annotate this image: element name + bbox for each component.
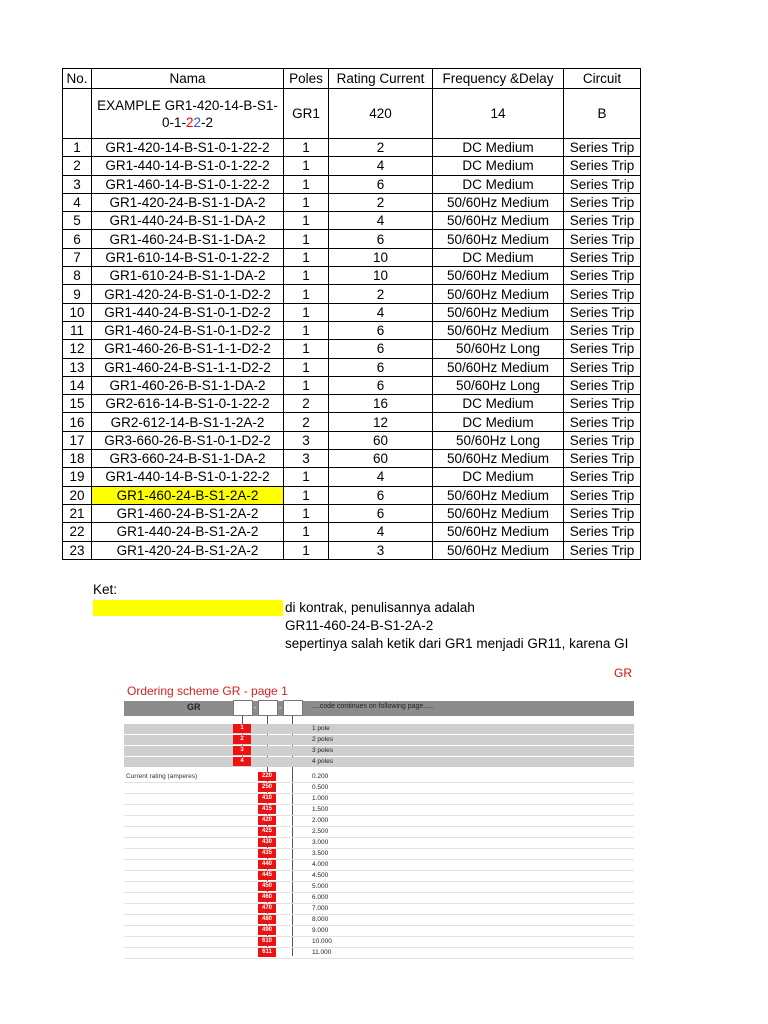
cell-rating: 4: [329, 212, 433, 230]
poles-row: [124, 746, 634, 756]
cell-no: 15: [63, 395, 92, 413]
cell-freq: 50/60Hz Medium: [433, 504, 564, 522]
example-rating-cell: 420: [329, 89, 433, 139]
example-no-cell: [63, 89, 92, 139]
cell-freq: DC Medium: [433, 175, 564, 193]
note-line-3: sepertinya salah ketik dari GR1 menjadi GR11, karena GI: [285, 636, 629, 651]
cell-no: 20: [63, 486, 92, 504]
table-row: [63, 413, 641, 431]
cell-freq: DC Medium: [433, 157, 564, 175]
current-code: 435: [258, 849, 276, 858]
cell-nama: GR1-460-14-B-S1-0-1-22-2: [92, 175, 284, 193]
cell-circuit: Series Trip: [564, 376, 641, 394]
current-desc: 1.500: [312, 806, 329, 813]
example-code-blue-digit: 2: [193, 114, 202, 130]
cell-nama: GR2-616-14-B-S1-0-1-22-2: [92, 395, 284, 413]
cell-circuit: Series Trip: [564, 285, 641, 303]
highlight-bar: [93, 600, 283, 616]
current-code: 430: [258, 838, 276, 847]
table-row: [63, 139, 641, 157]
cell-nama: GR1-420-14-B-S1-0-1-22-2: [92, 139, 284, 157]
current-code: 470: [258, 904, 276, 913]
cell-nama: GR1-460-24-B-S1-1-DA-2: [92, 230, 284, 248]
table-row: [63, 431, 641, 449]
ket-label: Ket:: [93, 582, 118, 597]
cell-no: 19: [63, 468, 92, 486]
cell-circuit: Series Trip: [564, 139, 641, 157]
cell-circuit: Series Trip: [564, 230, 641, 248]
cell-freq: 50/60Hz Long: [433, 340, 564, 358]
cell-circuit: Series Trip: [564, 157, 641, 175]
note-line-2: GR11-460-24-B-S1-2A-2: [285, 618, 434, 633]
current-code: 440: [258, 860, 276, 869]
cell-rating: 6: [329, 230, 433, 248]
cell-no: 9: [63, 285, 92, 303]
current-desc: 0.500: [312, 784, 329, 791]
table-row: [63, 523, 641, 541]
table-row: [63, 175, 641, 193]
scheme-continues-note: ....code continues on following page.....: [312, 703, 434, 710]
cell-poles: 1: [284, 212, 329, 230]
cell-circuit: Series Trip: [564, 340, 641, 358]
cell-no: 22: [63, 523, 92, 541]
example-freq-cell: 14: [433, 89, 564, 139]
header-rating-current: Rating Current: [329, 69, 433, 89]
table-row: [63, 376, 641, 394]
cell-poles: 1: [284, 523, 329, 541]
current-code: 220: [258, 772, 276, 781]
cell-poles: 1: [284, 541, 329, 559]
current-code: 410: [258, 794, 276, 803]
current-desc: 10.000: [312, 938, 332, 945]
table-row: [63, 267, 641, 285]
cell-no: 18: [63, 450, 92, 468]
current-code: 610: [258, 937, 276, 946]
cell-poles: 1: [284, 230, 329, 248]
current-row: [124, 794, 634, 805]
cell-circuit: Series Trip: [564, 413, 641, 431]
cell-rating: 60: [329, 450, 433, 468]
current-desc: 4.000: [312, 861, 329, 868]
cell-rating: 2: [329, 139, 433, 157]
cell-nama: GR1-420-24-B-S1-0-1-D2-2: [92, 285, 284, 303]
poles-code: 1: [233, 724, 251, 733]
cell-poles: 3: [284, 431, 329, 449]
current-row: [124, 849, 634, 860]
cell-circuit: Series Trip: [564, 175, 641, 193]
cell-poles: 1: [284, 468, 329, 486]
cell-poles: 1: [284, 504, 329, 522]
current-code: 611: [258, 948, 276, 957]
cell-circuit: Series Trip: [564, 303, 641, 321]
cropped-gr-fragment: GR: [614, 666, 632, 680]
example-code-line1: EXAMPLE GR1-420-14-B-S1-: [97, 97, 278, 113]
current-code: 415: [258, 805, 276, 814]
current-desc: 3.000: [312, 839, 329, 846]
table-row: [63, 541, 641, 559]
cell-poles: 1: [284, 139, 329, 157]
cell-rating: 6: [329, 321, 433, 339]
poles-desc: 2 poles: [312, 736, 333, 743]
current-row: [124, 893, 634, 904]
cell-circuit: Series Trip: [564, 504, 641, 522]
cell-freq: 50/60Hz Medium: [433, 358, 564, 376]
current-desc: 8.000: [312, 916, 329, 923]
table-row: [63, 321, 641, 339]
table-row: [63, 157, 641, 175]
cell-no: 8: [63, 267, 92, 285]
table-row: [63, 358, 641, 376]
table-row: [63, 486, 641, 504]
current-row: [124, 805, 634, 816]
example-nama-cell: [92, 89, 284, 139]
cell-poles: 1: [284, 321, 329, 339]
cell-nama: GR1-610-24-B-S1-1-DA-2: [92, 267, 284, 285]
cell-freq: 50/60Hz Medium: [433, 267, 564, 285]
cell-no: 5: [63, 212, 92, 230]
table-row: [63, 285, 641, 303]
cell-poles: 1: [284, 157, 329, 175]
cell-rating: 6: [329, 504, 433, 522]
cell-nama: GR1-460-26-B-S1-1-DA-2: [92, 376, 284, 394]
cell-circuit: Series Trip: [564, 212, 641, 230]
cell-no: 12: [63, 340, 92, 358]
poles-desc: 1 pole: [312, 725, 330, 732]
current-row: [124, 882, 634, 893]
cell-no: 14: [63, 376, 92, 394]
cell-freq: DC Medium: [433, 395, 564, 413]
current-desc: 9.000: [312, 927, 329, 934]
cell-rating: 4: [329, 157, 433, 175]
example-code-red-digit: 2: [185, 114, 194, 130]
cell-freq: 50/60Hz Medium: [433, 541, 564, 559]
cell-rating: 2: [329, 193, 433, 211]
cell-rating: 6: [329, 175, 433, 193]
poles-code: 3: [233, 746, 251, 755]
cell-freq: 50/60Hz Medium: [433, 230, 564, 248]
cell-poles: 1: [284, 267, 329, 285]
current-desc: 0.200: [312, 773, 329, 780]
cell-freq: DC Medium: [433, 248, 564, 266]
header-frequency-delay: Frequency &Delay: [433, 69, 564, 89]
header-circuit: Circuit: [564, 69, 641, 89]
table-row: [63, 468, 641, 486]
cell-freq: 50/60Hz Medium: [433, 486, 564, 504]
cell-rating: 6: [329, 376, 433, 394]
current-desc: 1.000: [312, 795, 329, 802]
cell-circuit: Series Trip: [564, 431, 641, 449]
cell-rating: 10: [329, 267, 433, 285]
cell-poles: 1: [284, 175, 329, 193]
poles-row: [124, 724, 634, 734]
header-poles: Poles: [284, 69, 329, 89]
cell-nama: GR1-460-26-B-S1-1-1-D2-2: [92, 340, 284, 358]
cell-poles: 1: [284, 340, 329, 358]
current-desc: 2.000: [312, 817, 329, 824]
cell-freq: 50/60Hz Medium: [433, 321, 564, 339]
cell-poles: 1: [284, 248, 329, 266]
current-desc: 6.000: [312, 894, 329, 901]
cell-nama: GR1-440-14-B-S1-0-1-22-2: [92, 157, 284, 175]
current-code: 420: [258, 816, 276, 825]
current-code: 445: [258, 871, 276, 880]
table-header-row: [63, 69, 641, 89]
cell-freq: DC Medium: [433, 413, 564, 431]
poles-code: 4: [233, 757, 251, 766]
poles-desc: 4 poles: [312, 758, 333, 765]
scheme-code-box-3: [283, 700, 303, 716]
current-rating-label: Current rating (amperes): [126, 773, 198, 780]
scheme-dash-1: -: [254, 703, 257, 712]
cell-rating: 60: [329, 431, 433, 449]
table-row: [63, 504, 641, 522]
cell-nama: GR1-460-24-B-S1-0-1-D2-2: [92, 321, 284, 339]
cell-circuit: Series Trip: [564, 248, 641, 266]
cell-freq: 50/60Hz Medium: [433, 303, 564, 321]
cell-circuit: Series Trip: [564, 468, 641, 486]
example-row: [63, 89, 641, 139]
cell-circuit: Series Trip: [564, 193, 641, 211]
cell-rating: 4: [329, 468, 433, 486]
example-code-line2-post: -2: [201, 114, 214, 130]
cell-rating: 4: [329, 523, 433, 541]
cell-nama: GR3-660-26-B-S1-0-1-D2-2: [92, 431, 284, 449]
header-nama: Nama: [92, 69, 284, 89]
cell-circuit: Series Trip: [564, 486, 641, 504]
cell-freq: 50/60Hz Medium: [433, 285, 564, 303]
cell-circuit: Series Trip: [564, 358, 641, 376]
cell-circuit: Series Trip: [564, 321, 641, 339]
cell-rating: 16: [329, 395, 433, 413]
table-row: [63, 230, 641, 248]
current-row: [124, 860, 634, 871]
table-row: [63, 212, 641, 230]
cell-no: 1: [63, 139, 92, 157]
current-desc: 11.000: [312, 949, 332, 956]
circuit-breaker-table: [62, 68, 641, 560]
current-desc: 7.000: [312, 905, 329, 912]
cell-no: 2: [63, 157, 92, 175]
current-code: 450: [258, 882, 276, 891]
cell-freq: 50/60Hz Long: [433, 376, 564, 394]
scheme-code-box-1: [233, 700, 253, 716]
current-row: [124, 816, 634, 827]
cell-nama: GR1-440-24-B-S1-1-DA-2: [92, 212, 284, 230]
cell-no: 23: [63, 541, 92, 559]
current-desc: 2.500: [312, 828, 329, 835]
cell-rating: 6: [329, 486, 433, 504]
scheme-dash-2: -: [279, 703, 282, 712]
cell-poles: 1: [284, 376, 329, 394]
cell-no: 6: [63, 230, 92, 248]
cell-nama: GR1-420-24-B-S1-1-DA-2: [92, 193, 284, 211]
scheme-code-box-2: [258, 700, 278, 716]
cell-nama: GR1-440-24-B-S1-2A-2: [92, 523, 284, 541]
cell-freq: 50/60Hz Long: [433, 431, 564, 449]
cell-rating: 6: [329, 340, 433, 358]
example-circuit-cell: B: [564, 89, 641, 139]
poles-desc: 3 poles: [312, 747, 333, 754]
current-code: 460: [258, 893, 276, 902]
table-row: [63, 303, 641, 321]
current-row: [124, 827, 634, 838]
cell-poles: 3: [284, 450, 329, 468]
cell-poles: 1: [284, 358, 329, 376]
cell-nama: GR1-460-24-B-S1-2A-2: [92, 486, 284, 504]
cell-poles: 2: [284, 413, 329, 431]
current-code: 480: [258, 915, 276, 924]
current-row: [124, 904, 634, 915]
cell-nama: GR1-460-24-B-S1-2A-2: [92, 504, 284, 522]
cell-nama: GR1-420-24-B-S1-2A-2: [92, 541, 284, 559]
current-row: [124, 783, 634, 794]
cell-rating: 2: [329, 285, 433, 303]
current-row: [124, 937, 634, 948]
cell-rating: 10: [329, 248, 433, 266]
cell-no: 11: [63, 321, 92, 339]
cell-circuit: Series Trip: [564, 541, 641, 559]
cell-freq: 50/60Hz Medium: [433, 193, 564, 211]
current-code: 425: [258, 827, 276, 836]
cell-poles: 1: [284, 486, 329, 504]
cell-circuit: Series Trip: [564, 395, 641, 413]
cell-nama: GR1-610-14-B-S1-0-1-22-2: [92, 248, 284, 266]
cell-circuit: Series Trip: [564, 267, 641, 285]
note-line-1: di kontrak, penulisannya adalah: [285, 600, 475, 615]
cell-nama: GR2-612-14-B-S1-1-2A-2: [92, 413, 284, 431]
cell-no: 13: [63, 358, 92, 376]
current-desc: 5.000: [312, 883, 329, 890]
cell-nama: GR1-440-24-B-S1-0-1-D2-2: [92, 303, 284, 321]
cell-no: 3: [63, 175, 92, 193]
cell-rating: 6: [329, 358, 433, 376]
cell-poles: 1: [284, 193, 329, 211]
poles-row: [124, 735, 634, 745]
cell-no: 17: [63, 431, 92, 449]
table-row: [63, 450, 641, 468]
table-row: [63, 193, 641, 211]
current-code: 250: [258, 783, 276, 792]
cell-no: 4: [63, 193, 92, 211]
poles-code: 2: [233, 735, 251, 744]
cell-circuit: Series Trip: [564, 450, 641, 468]
cell-freq: DC Medium: [433, 468, 564, 486]
poles-row: [124, 757, 634, 767]
cell-freq: DC Medium: [433, 139, 564, 157]
example-poles-cell: GR1: [284, 89, 329, 139]
current-row: [124, 871, 634, 882]
cell-no: 10: [63, 303, 92, 321]
example-code-line2-pre: 0-1-: [161, 114, 186, 130]
cell-no: 7: [63, 248, 92, 266]
current-desc: 4.500: [312, 872, 329, 879]
cell-nama: GR1-440-14-B-S1-0-1-22-2: [92, 468, 284, 486]
cell-rating: 4: [329, 303, 433, 321]
cell-nama: GR1-460-24-B-S1-1-1-D2-2: [92, 358, 284, 376]
cell-rating: 12: [329, 413, 433, 431]
scheme-prefix: GR: [187, 702, 201, 712]
header-no: No.: [63, 69, 92, 89]
current-row: [124, 915, 634, 926]
cell-nama: GR3-660-24-B-S1-1-DA-2: [92, 450, 284, 468]
cell-circuit: Series Trip: [564, 523, 641, 541]
table-row: [63, 248, 641, 266]
cell-no: 21: [63, 504, 92, 522]
cell-poles: 1: [284, 303, 329, 321]
current-row: [124, 948, 634, 959]
cell-rating: 3: [329, 541, 433, 559]
cell-freq: 50/60Hz Medium: [433, 450, 564, 468]
cell-poles: 1: [284, 285, 329, 303]
table-row: [63, 395, 641, 413]
current-code: 490: [258, 926, 276, 935]
ordering-scheme-image: [120, 684, 636, 956]
cell-no: 16: [63, 413, 92, 431]
cell-freq: 50/60Hz Medium: [433, 212, 564, 230]
current-row: [124, 772, 634, 783]
cell-freq: 50/60Hz Medium: [433, 523, 564, 541]
cell-poles: 2: [284, 395, 329, 413]
current-row: [124, 838, 634, 849]
table-row: [63, 340, 641, 358]
scheme-title: Ordering scheme GR - page 1: [127, 684, 288, 698]
current-desc: 3.500: [312, 850, 329, 857]
current-row: [124, 926, 634, 937]
